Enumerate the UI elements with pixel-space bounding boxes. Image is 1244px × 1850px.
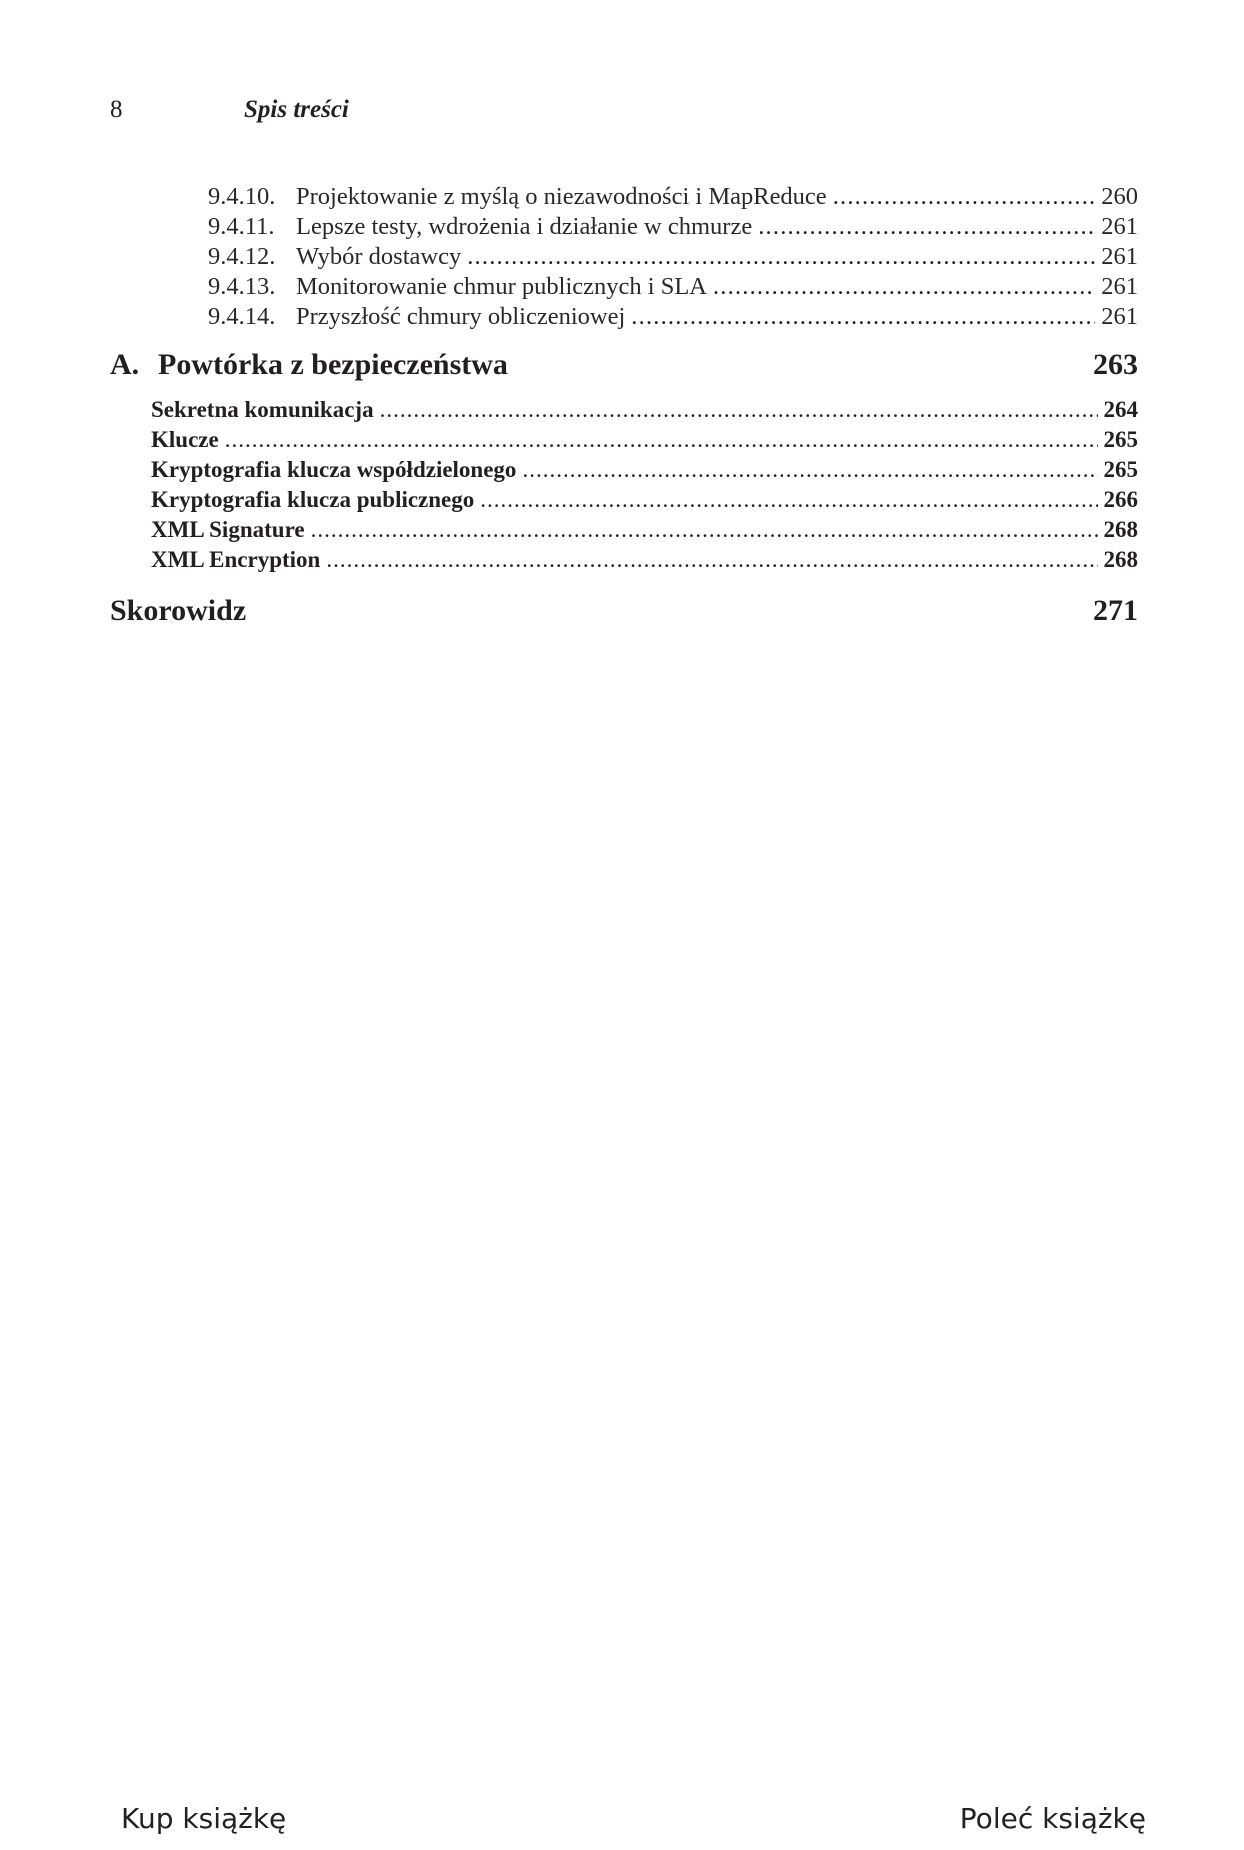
toc-subsection-row xyxy=(208,273,1138,305)
section-title: Kryptografia klucza publicznego xyxy=(151,487,475,512)
dot-leader xyxy=(480,487,1097,513)
dot-leader xyxy=(311,517,1098,543)
page-header xyxy=(110,96,1130,132)
toc-subsection-row xyxy=(208,303,1138,335)
toc-subsection-row xyxy=(208,243,1138,275)
subsection-number: 9.4.10. xyxy=(208,183,276,210)
section-title: Klucze xyxy=(151,427,219,452)
recommend-book-link[interactable]: Poleć książkę xyxy=(959,1802,1146,1835)
index-page: 271 xyxy=(1093,594,1138,627)
subsection-title: Przyszłość chmury obliczeniowej xyxy=(296,303,626,330)
page-number: 8 xyxy=(110,96,123,123)
toc-section-row xyxy=(151,397,1138,427)
subsection-page: 260 xyxy=(1101,183,1138,210)
toc-subsection-row xyxy=(208,183,1138,215)
toc-section-row xyxy=(151,427,1138,457)
subsection-number: 9.4.13. xyxy=(208,273,276,300)
section-page: 266 xyxy=(1103,487,1138,512)
running-title: Spis treści xyxy=(244,96,349,123)
appendix-title: Powtórka z bezpieczeństwa xyxy=(158,348,508,381)
subsection-page: 261 xyxy=(1101,303,1138,330)
subsection-title: Projektowanie z myślą o niezawodności i MapReduce xyxy=(296,183,827,210)
toc-index-heading xyxy=(110,594,1138,634)
appendix-page: 263 xyxy=(1093,348,1138,381)
subsection-number: 9.4.11. xyxy=(208,213,275,240)
subsection-title: Monitorowanie chmur publicznych i SLA xyxy=(296,273,707,300)
toc-section-row xyxy=(151,547,1138,577)
toc-subsection-row xyxy=(208,213,1138,245)
toc-appendix-heading xyxy=(110,348,1138,388)
dot-leader xyxy=(758,213,1095,241)
section-title: Sekretna komunikacja xyxy=(151,397,374,422)
buy-book-link[interactable]: Kup książkę xyxy=(121,1802,287,1835)
section-page: 265 xyxy=(1103,427,1138,452)
section-page: 264 xyxy=(1103,397,1138,422)
dot-leader xyxy=(522,457,1097,483)
dot-leader xyxy=(380,397,1098,423)
section-title: XML Encryption xyxy=(151,547,321,572)
subsection-number: 9.4.14. xyxy=(208,303,276,330)
dot-leader xyxy=(713,273,1095,301)
dot-leader xyxy=(225,427,1098,453)
section-page: 268 xyxy=(1103,517,1138,542)
section-page: 268 xyxy=(1103,547,1138,572)
toc-section-row xyxy=(151,487,1138,517)
subsection-title: Wybór dostawcy xyxy=(296,243,462,270)
index-title: Skorowidz xyxy=(110,594,247,627)
section-title: XML Signature xyxy=(151,517,305,542)
dot-leader xyxy=(467,243,1095,271)
toc-section-row xyxy=(151,457,1138,487)
subsection-page: 261 xyxy=(1101,273,1138,300)
dot-leader xyxy=(326,547,1097,573)
section-page: 265 xyxy=(1103,457,1138,482)
appendix-letter: A. xyxy=(110,348,140,381)
dot-leader xyxy=(833,183,1096,211)
subsection-title: Lepsze testy, wdrożenia i działanie w chmurze xyxy=(296,213,753,240)
section-title: Kryptografia klucza współdzielonego xyxy=(151,457,517,482)
subsection-page: 261 xyxy=(1101,213,1138,240)
dot-leader xyxy=(631,303,1095,331)
subsection-number: 9.4.12. xyxy=(208,243,276,270)
subsection-page: 261 xyxy=(1101,243,1138,270)
toc-section-row xyxy=(151,517,1138,547)
